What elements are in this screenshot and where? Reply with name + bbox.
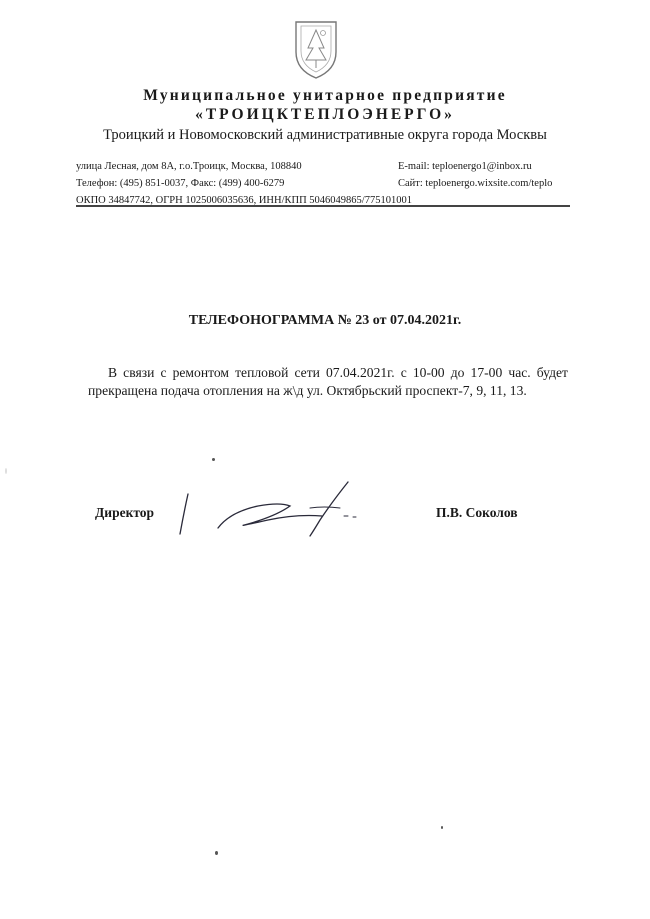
header-divider [76, 205, 570, 207]
registry-line: ОКПО 34847742, ОГРН 1025006035636, ИНН/КПП 5046049865/775101001 [76, 195, 412, 206]
signatory-name: П.В. Соколов [436, 505, 518, 520]
scan-speck [441, 826, 443, 829]
contacts-left [76, 158, 412, 209]
scan-speck [215, 851, 218, 855]
email-line: E-mail: teploenergo1@inbox.ru [398, 161, 532, 172]
address-line: улица Лесная, дом 8А, г.о.Троицк, Москва, 108840 [76, 161, 302, 172]
phone-fax-line: Телефон: (495) 851-0037, Факс: (499) 400-6279 [76, 178, 285, 189]
body-paragraph: В связи с ремонтом тепловой сети 07.04.2021г. с 10-00 до 17-00 час. будет прекращена подача отопления на ж\д ул. Октябрьский проспект-7, 9, 11, 13. [88, 365, 568, 398]
scan-speck [212, 458, 215, 461]
handwritten-signature-icon [172, 476, 368, 540]
contacts-right [398, 158, 552, 192]
site-line: Сайт: teploenergo.wixsite.com/teplo [398, 178, 553, 189]
signatory-role: Директор [95, 505, 155, 520]
scan-speck [5, 468, 7, 474]
org-name: «ТРОИЦКТЕПЛОЭНЕРГО» [195, 106, 455, 123]
org-type: Муниципальное унитарное предприятие [143, 87, 507, 104]
org-district: Троицкий и Новомосковский административные округа города Москвы [103, 127, 547, 143]
document-body [88, 364, 568, 400]
coat-of-arms-icon [293, 18, 339, 80]
document-title: ТЕЛЕФОНОГРАММА № 23 от 07.04.2021г. [188, 313, 462, 328]
